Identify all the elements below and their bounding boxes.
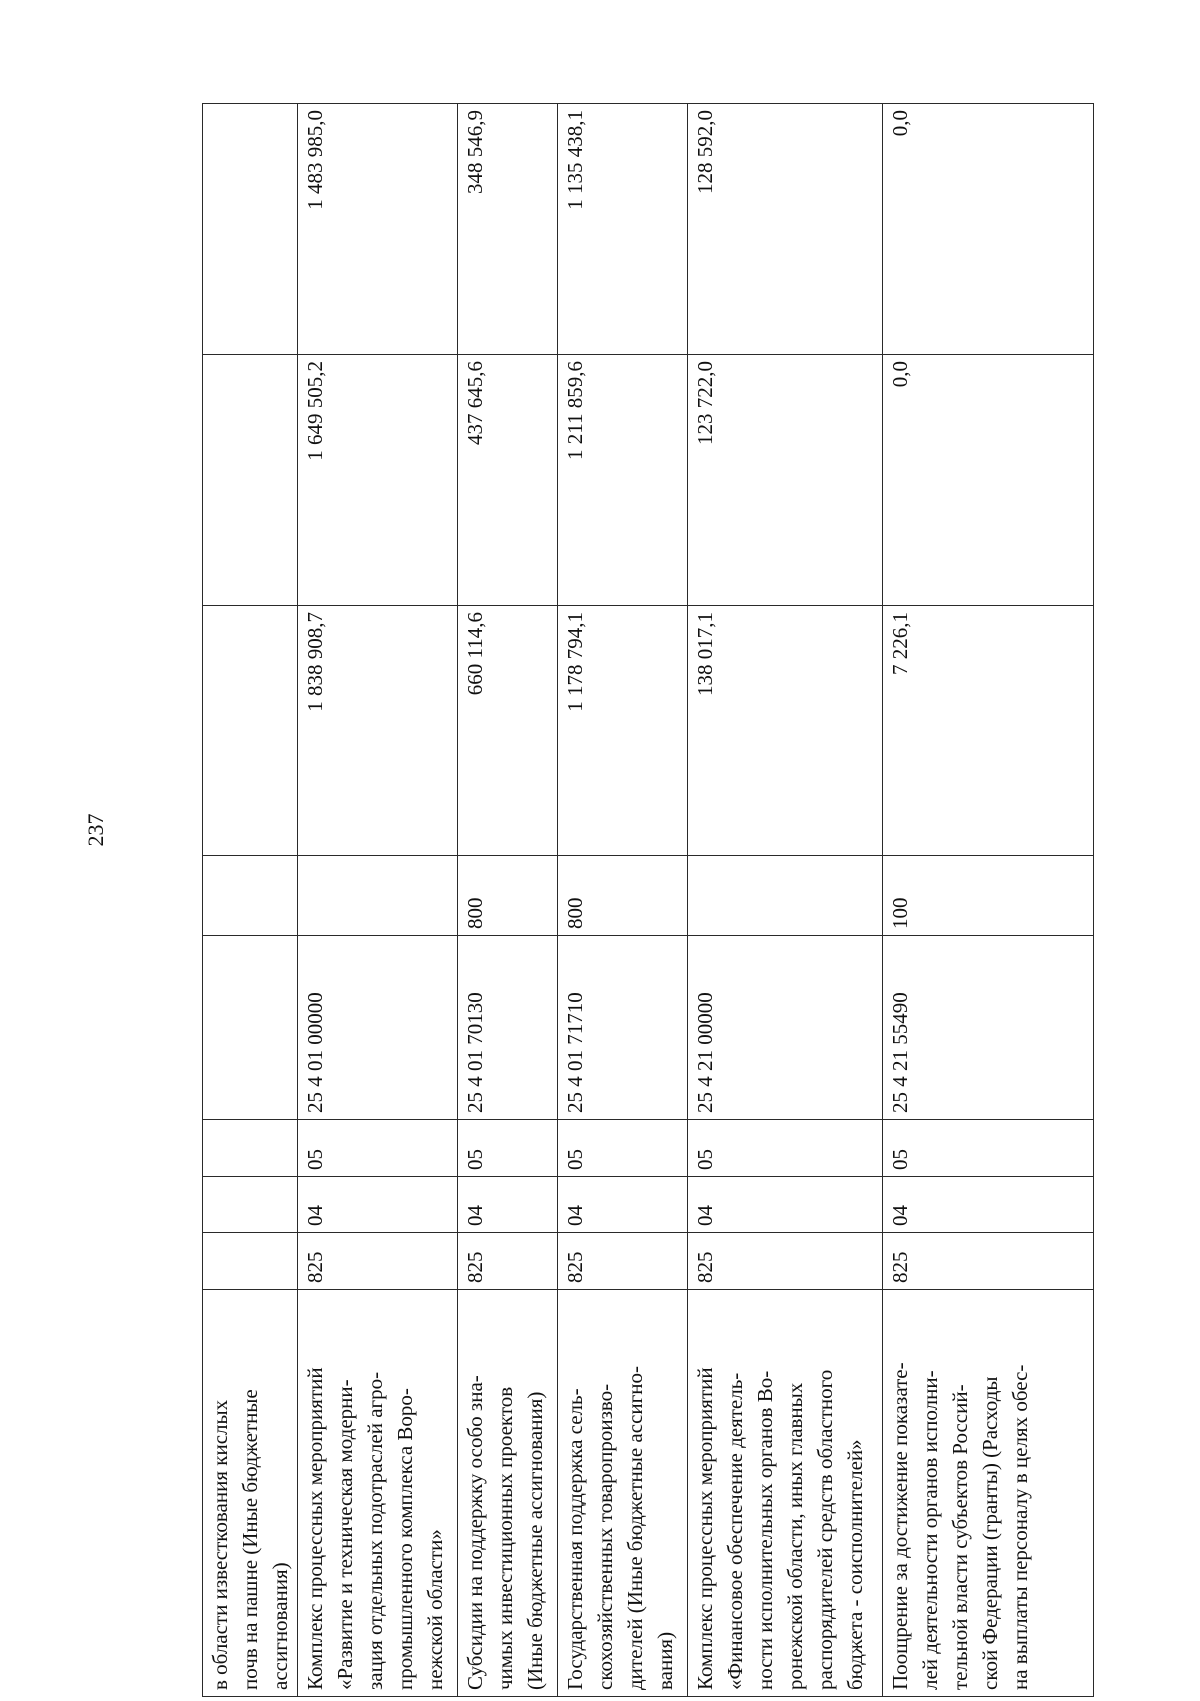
cell-vr (688, 856, 883, 936)
row-name (883, 1290, 1094, 1697)
cell-grbs: 825 (458, 1233, 558, 1290)
row-name-line: бюджета - соисполнителей» (843, 1439, 867, 1690)
row-name-line: (Иные бюджетные ассигнования) (523, 1391, 547, 1690)
table-row (458, 104, 558, 1697)
cell-rz: 04 (458, 1177, 558, 1233)
cell-sum-3: 128 592,0 (688, 104, 883, 355)
cell-sum-2: 0,0 (883, 355, 1094, 606)
row-name-line: ности исполнительных органов Во- (753, 1370, 777, 1690)
cell-sum-3 (203, 104, 298, 355)
row-name-line: Поощрение за достижение показате- (888, 1362, 912, 1690)
cell-vr: 800 (558, 856, 688, 936)
row-name-line: Комплекс процессных мероприятий (303, 1367, 327, 1690)
row-name-line: почв на пашне (Иные бюджетные (238, 1389, 262, 1690)
cell-sum-1: 1 838 908,7 (298, 606, 458, 856)
cell-vr: 800 (458, 856, 558, 936)
cell-pr: 05 (558, 1120, 688, 1177)
row-name-line: распорядителей средств областного (813, 1369, 837, 1690)
row-name-line: ронежской области, иных главных (783, 1382, 807, 1690)
cell-sum-3: 348 546,9 (458, 104, 558, 355)
cell-vr (298, 856, 458, 936)
rotated-table-container (202, 104, 1088, 1697)
cell-grbs: 825 (558, 1233, 688, 1290)
cell-csr: 25 4 01 00000 (298, 936, 458, 1120)
cell-csr: 25 4 01 70130 (458, 936, 558, 1120)
row-name-line: ской Федерации (гранты) (Расходы (978, 1376, 1002, 1690)
row-name-line: вания) (653, 1631, 677, 1690)
table-row (558, 104, 688, 1697)
cell-grbs: 825 (298, 1233, 458, 1290)
cell-sum-1 (203, 606, 298, 856)
row-name-line: лей деятельности органов исполни- (918, 1370, 942, 1690)
row-name-line: промышленного комплекса Воро- (393, 1388, 417, 1690)
cell-rz: 04 (883, 1177, 1094, 1233)
table-row (883, 104, 1094, 1697)
row-name-line: тельной власти субъектов Россий- (948, 1384, 972, 1690)
cell-pr: 05 (883, 1120, 1094, 1177)
row-name-line: «Развитие и техническая модерни- (333, 1379, 357, 1690)
row-name-line: дителей (Иные бюджетные ассигно- (623, 1366, 647, 1690)
cell-sum-2: 437 645,6 (458, 355, 558, 606)
cell-csr: 25 4 21 00000 (688, 936, 883, 1120)
cell-csr (203, 936, 298, 1120)
cell-pr (203, 1120, 298, 1177)
table-row (688, 104, 883, 1697)
row-name-line: Комплекс процессных мероприятий (693, 1367, 717, 1690)
cell-pr: 05 (688, 1120, 883, 1177)
cell-sum-3: 0,0 (883, 104, 1094, 355)
cell-sum-2 (203, 355, 298, 606)
cell-grbs: 825 (883, 1233, 1094, 1290)
cell-sum-2: 1 649 505,2 (298, 355, 458, 606)
table-row (203, 104, 298, 1697)
page-number: 237 (83, 813, 108, 847)
row-name-line: в области известкования кислых (208, 1399, 232, 1690)
cell-csr: 25 4 21 55490 (883, 936, 1094, 1120)
row-name-line: ассигнования) (268, 1562, 292, 1690)
cell-vr (203, 856, 298, 936)
cell-grbs: 825 (688, 1233, 883, 1290)
row-name-line: зация отдельных подотраслей агро- (363, 1371, 387, 1690)
cell-sum-3: 1 135 438,1 (558, 104, 688, 355)
row-name-line: Государственная поддержка сель- (563, 1388, 587, 1690)
row-name-line: Субсидии на поддержку особо зна- (463, 1375, 487, 1690)
cell-sum-3: 1 483 985,0 (298, 104, 458, 355)
row-name-line: «Финансовое обеспечение деятель- (723, 1372, 747, 1690)
row-name (558, 1290, 688, 1697)
cell-pr: 05 (458, 1120, 558, 1177)
row-name-line: нежской области» (423, 1529, 447, 1690)
row-name (298, 1290, 458, 1697)
table-row (298, 104, 458, 1697)
cell-sum-1: 660 114,6 (458, 606, 558, 856)
row-name (688, 1290, 883, 1697)
budget-table (202, 103, 1094, 1697)
cell-rz: 04 (558, 1177, 688, 1233)
cell-sum-2: 123 722,0 (688, 355, 883, 606)
cell-sum-1: 138 017,1 (688, 606, 883, 856)
cell-sum-1: 7 226,1 (883, 606, 1094, 856)
cell-rz: 04 (298, 1177, 458, 1233)
cell-grbs (203, 1233, 298, 1290)
cell-csr: 25 4 01 71710 (558, 936, 688, 1120)
cell-rz: 04 (688, 1177, 883, 1233)
cell-pr: 05 (298, 1120, 458, 1177)
row-name-line: на выплаты персоналу в целях обес- (1008, 1364, 1032, 1690)
row-name-line: чимых инвестиционных проектов (493, 1386, 517, 1690)
cell-sum-2: 1 211 859,6 (558, 355, 688, 606)
row-name-line: скохозяйственных товаропроизво- (593, 1383, 617, 1690)
row-name (458, 1290, 558, 1697)
cell-sum-1: 1 178 794,1 (558, 606, 688, 856)
cell-vr: 100 (883, 856, 1094, 936)
row-name (203, 1290, 298, 1697)
cell-rz (203, 1177, 298, 1233)
